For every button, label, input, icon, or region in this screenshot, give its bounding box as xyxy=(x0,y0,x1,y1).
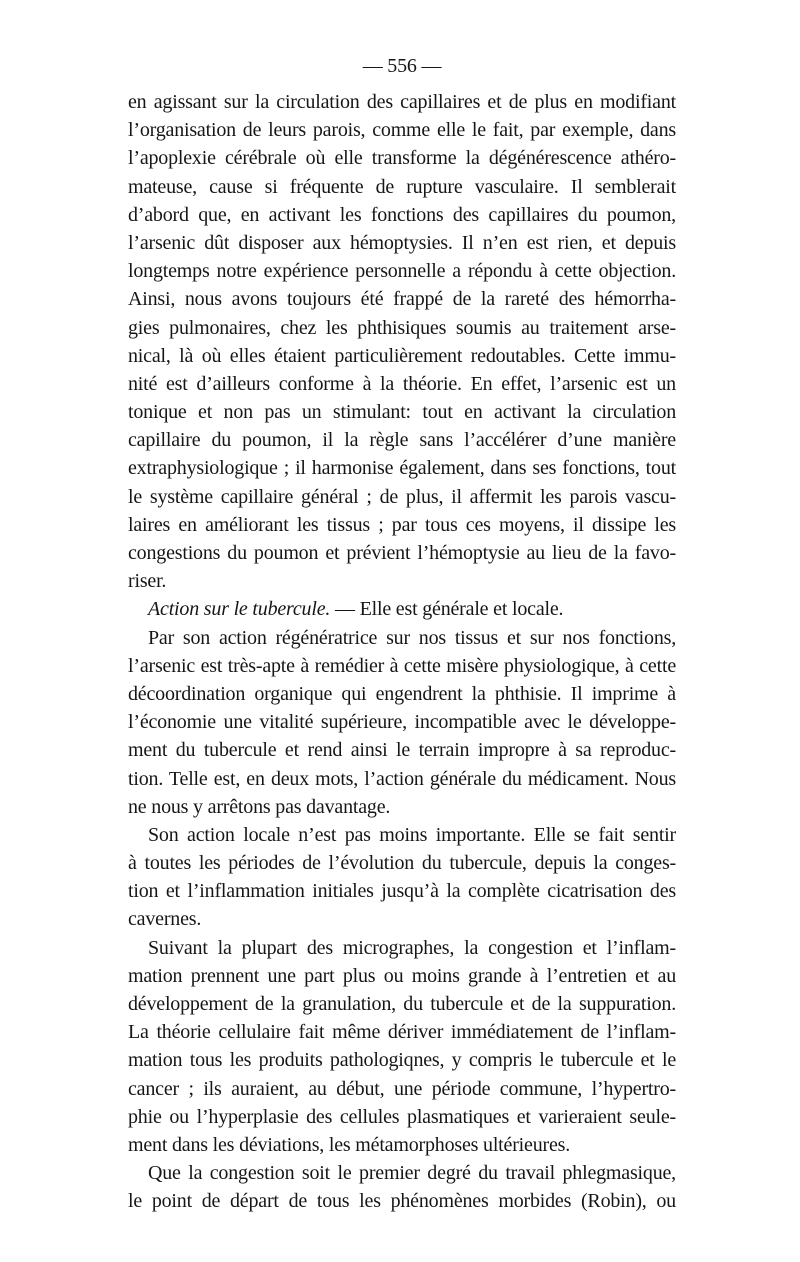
text-line: tonique et non pas un stimulant: tout en activant la circulation xyxy=(128,401,676,424)
page-number: — 556 — xyxy=(362,55,442,77)
text-line: à toutes les périodes de l’évolution du tubercule, depuis la conges- xyxy=(128,852,676,875)
book-page xyxy=(128,52,676,1216)
text-line: extraphysiologique ; il harmonise également, dans ses fonctions, tout xyxy=(128,457,676,480)
text-line: longtemps notre expérience personnelle a répondu à cette objection. xyxy=(128,260,676,283)
text-line: tion. Telle est, en deux mots, l’action générale du médicament. Nous xyxy=(128,767,676,790)
text-line: Par son action régénératrice sur nos tissus et sur nos fonctions, xyxy=(148,626,676,649)
text-line: laires en améliorant les tissus ; par tous ces moyens, il dissipe les xyxy=(128,513,676,536)
text-line: l’apoplexie cérébrale où elle transforme la dégénérescence athéro- xyxy=(128,147,676,170)
text-line: Ainsi, nous avons toujours été frappé de la rareté des hémorrha- xyxy=(128,288,676,311)
text-line: d’abord que, en activant les fonctions des capillaires du poumon, xyxy=(128,203,676,226)
paragraph-continuation xyxy=(128,88,676,595)
text-line: mation prennent une part plus ou moins grande à l’entretien et au xyxy=(128,964,676,987)
text-line: ment du tubercule et rend ainsi le terrain impropre à sa reproduc- xyxy=(128,739,676,762)
text-line: l’arsenic dût disposer aux hémoptysies. Il n’en est rien, et depuis xyxy=(128,231,676,254)
text-line: congestions du poumon et prévient l’hémoptysie au lieu de la favo- xyxy=(128,542,676,564)
text-line: cancer ; ils auraient, au début, une période commune, l’hypertro- xyxy=(128,1077,676,1100)
section-heading-text: — Elle est générale et locale. xyxy=(330,598,564,621)
text-line: nical, là où elles étaient particulièrement redoutables. Cette immu- xyxy=(128,344,676,367)
text-line: développement de la granulation, du tubercule et de la suppuration. xyxy=(128,993,676,1015)
text-line: décoordination organique qui engendrent la phthisie. Il imprime à xyxy=(128,682,676,705)
text-line: mateuse, cause si fréquente de rupture vasculaire. Il semblerait xyxy=(128,175,676,198)
text-line: le système capillaire général ; de plus, il affermit les parois vascu- xyxy=(128,485,676,508)
text-line: le point de départ de tous les phénomènes morbides (Robin), ou xyxy=(128,1190,676,1213)
text-line: Son action locale n’est pas moins importante. Elle se fait sentir xyxy=(148,823,676,846)
text-line: l’organisation de leurs parois, comme elle le fait, par exemple, dans xyxy=(128,119,676,142)
text-line: Que la congestion soit le premier degré du travail phlegmasique, xyxy=(148,1162,676,1185)
text-line: en agissant sur la circulation des capillaires et de plus en modifiant xyxy=(128,91,676,113)
text-line: cavernes. xyxy=(128,908,202,931)
text-line: l’arsenic est très-apte à remédier à cette misère physiologique, à cette xyxy=(128,654,676,677)
text-line: Suivant la plupart des micrographes, la congestion et l’inflam- xyxy=(148,936,676,959)
text-line: phie ou l’hyperplasie des cellules plasmatiques et varieraient seule- xyxy=(128,1105,676,1128)
text-line: ne nous y arrêtons pas davantage. xyxy=(128,795,391,818)
text-line: tion et l’inflammation initiales jusqu’à la complète cicatrisation des xyxy=(128,880,676,903)
text-line: mation tous les produits pathologiqnes, y compris le tubercule et le xyxy=(128,1049,676,1072)
text-line: l’économie une vitalité supérieure, incompatible avec le développe- xyxy=(128,711,676,734)
text-line: ment dans les déviations, les métamorphoses ultérieures. xyxy=(128,1133,571,1156)
text-line: capillaire du poumon, il la règle sans l’accélérer d’une manière xyxy=(128,429,676,452)
paragraphs-body xyxy=(128,624,676,1216)
section-heading-title: Action sur le tubercule. xyxy=(148,598,331,621)
text-line: riser. xyxy=(128,570,167,593)
section-heading-line xyxy=(128,595,676,623)
section-heading xyxy=(128,595,676,623)
text-line: La théorie cellulaire fait même dériver immédiatement de l’inflam- xyxy=(128,1021,676,1044)
text-line: gies pulmonaires, chez les phthisiques soumis au traitement arse- xyxy=(128,316,676,339)
text-line: nité est d’ailleurs conforme à la théorie. En effet, l’arsenic est un xyxy=(128,372,676,395)
